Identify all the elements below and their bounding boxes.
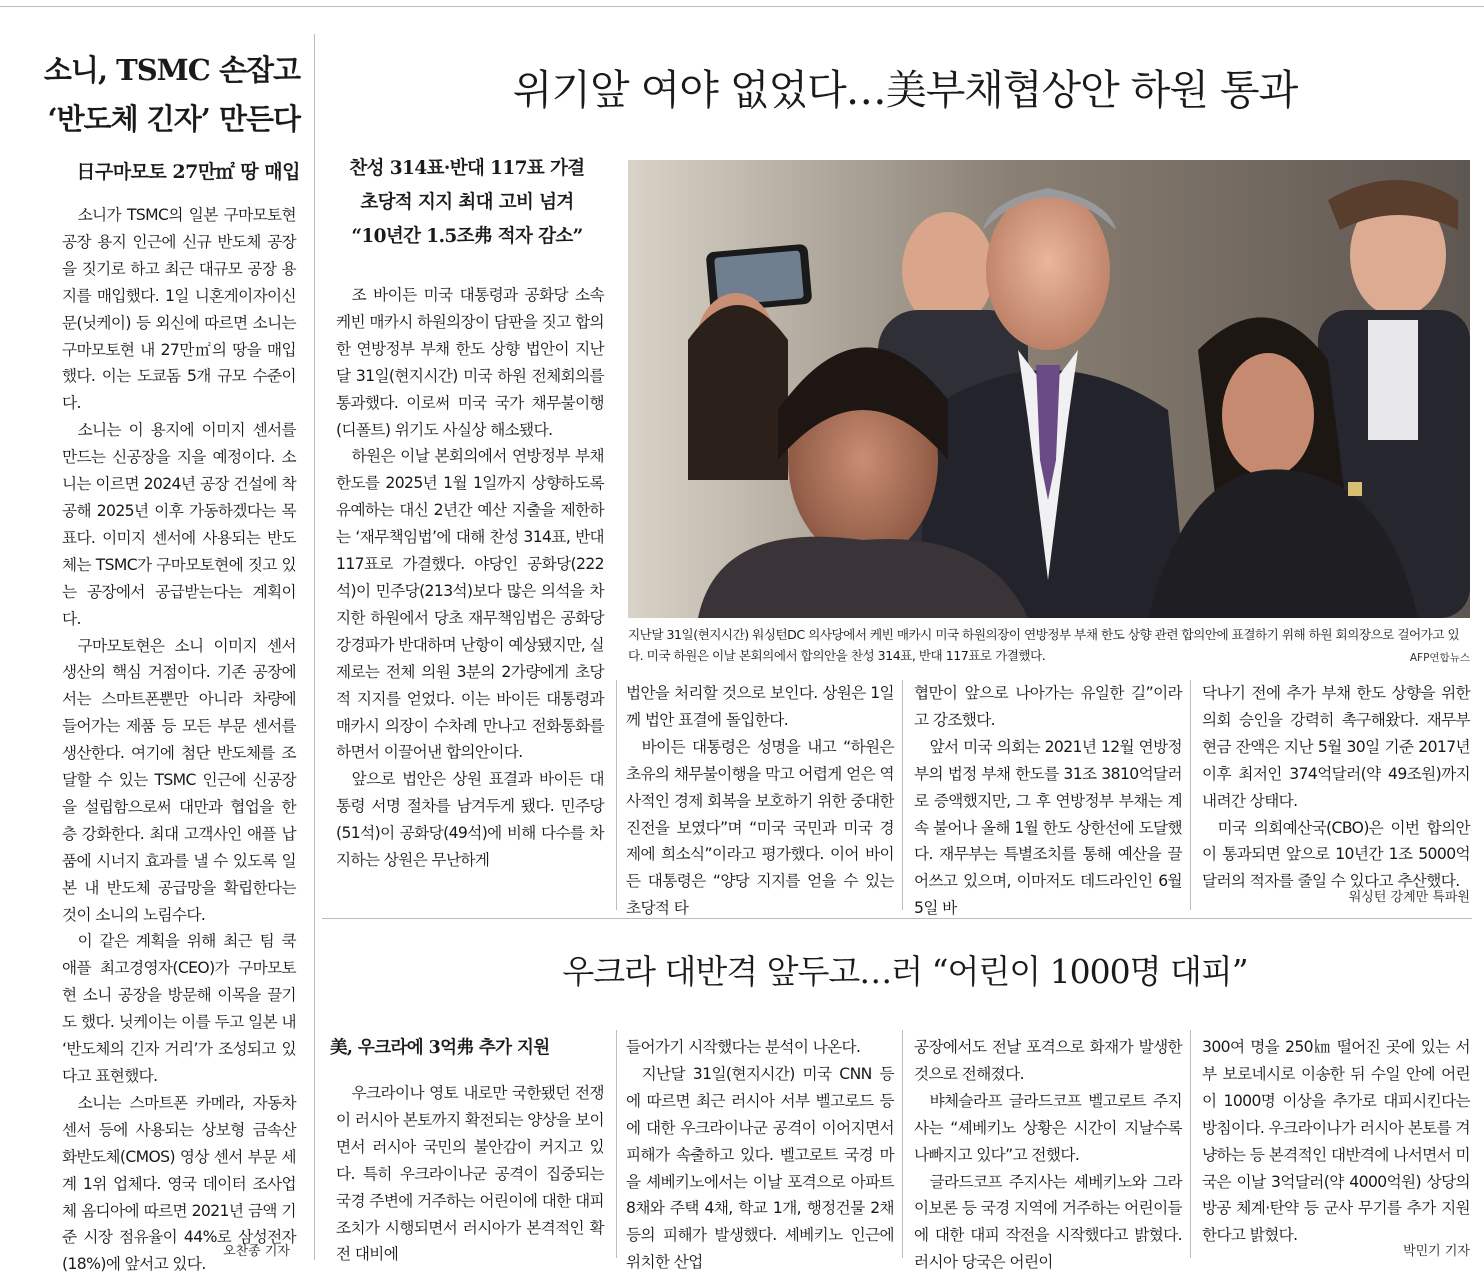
left-headline-line-1: 소니, TSMC 손잡고 <box>43 53 300 87</box>
left-paragraph: 구마모토현은 소니 이미지 센서 생산의 핵심 거점이다. 기존 공장에서는 스마트폰뿐만 아니라 차량에 들어가는 제품 등 모든 부문 센서를 생산한다. 여기에 첨단 반도체를 조달할 수 있는 TSMC 인근에 신공장을 설립함으로써 대만과 협업을 한층 강화한다. 최대 고객사인 애플 납품에 시너지 효과를 낼 수 있도록 일본 내 반도체 공급망을 확립한다는 것이 소니의 노림수다. <box>62 636 296 924</box>
second-column-1-text <box>336 1080 604 1268</box>
left-body <box>62 202 296 1278</box>
second-column-2 <box>626 1034 894 1276</box>
paragraph: 하원은 이날 본회의에서 연방정부 부채 한도를 2025년 1월 1일까지 상향하도록 유예하는 대신 2년간 예산 지출을 제한하는 ‘재무책임법’에 대해 찬성 314표, 반대 117표로 가결했다. 야당인 공화당(222석)이 민주당(213석)보다 많은 의석을 차지한 하원에서 당초 재무책임법은 공화당 강경파가 반대하며 난항이 예상됐지만, 실제로는 전체 의원 3분의 2가량에게 초당적 지지를 얻었다. 이는 바이든 대통령과 매카시 의장이 수차례 만나고 전화통화를 하면서 이끌어낸 합의안이다. <box>336 447 604 762</box>
deck-line: 초당적 지지 최대 고비 넘겨 <box>360 192 574 213</box>
section-divider <box>322 918 1472 919</box>
column-divider-left <box>314 34 315 1260</box>
col-divider-1 <box>616 680 617 910</box>
col-divider-2 <box>902 680 903 910</box>
paragraph: 미국 의회예산국(CBO)은 이번 합의안이 통과되면 앞으로 10년간 1조 5000억달러의 적자를 줄일 수 있다고 추산했다. <box>1202 818 1470 891</box>
top-column-2 <box>626 680 894 922</box>
left-subhead: 日구마모토 27만㎡ 땅 매입 <box>76 161 300 183</box>
second-column-4 <box>1202 1034 1470 1249</box>
paragraph: 조 바이든 미국 대통령과 공화당 소속 케빈 매카시 하원의장이 담판을 짓고 합의한 연방정부 부채 한도 상향 법안이 지난달 31일(현지시간) 미국 하원 전체회의를 통과했다. 이로써 미국 국가 채무불이행(디폴트) 위기도 사실상 해소됐다. <box>336 286 604 439</box>
col-divider-4 <box>616 1030 617 1258</box>
main-headline: 위기앞 여야 없었다…美부채협상안 하원 통과 <box>512 66 1298 114</box>
paragraph: 지난달 31일(현지시간) 미국 CNN 등에 따르면 최근 러시아 서부 벨고로드 등에 대한 우크라이나군 공격이 이어지면서 피해가 속출하고 있다. 벨고로트 국경 마을 셰베키노에서는 이날 포격으로 아파트 8채와 주택 4채, 학교 1개, 행정건물 2채 등의 피해가 발생했다. 셰베키노 인근에 위치한 산업 <box>626 1064 894 1272</box>
paragraph: 우크라이나 영토 내로만 국한됐던 전쟁이 러시아 본토까지 확전되는 양상을 보이면서 러시아 국민의 불안감이 커지고 있다. 특히 우크라이나군 공격이 집중되는 국경 주변에 거주하는 어린이에 대한 대피 조치가 시행되면서 러시아가 본격적인 확전 대비에 <box>336 1084 604 1264</box>
paragraph: 들어가기 시작했다는 분석이 나온다. <box>626 1038 861 1056</box>
paragraph: 글라드코프 주지사는 셰베키노와 그라이보론 등 국경 지역에 거주하는 어린이들에 대한 대피 작전을 시작했다고 밝혔다. 러시아 당국은 어린이 <box>914 1172 1182 1272</box>
col-divider-6 <box>1190 1030 1191 1258</box>
top-column-3 <box>914 680 1182 922</box>
paragraph: 앞으로 법안은 상원 표결과 바이든 대통령 서명 절차를 남겨두게 됐다. 민주당(51석)이 공화당(49석)에 비해 다수를 차지하는 상원은 무난하게 <box>336 770 604 870</box>
paragraph: 300여 명을 250㎞ 떨어진 곳에 있는 서부 보로네시로 이송한 뒤 수일 안에 어린이 1000명 이상을 추가로 대피시킨다는 방침이다. 우크라이나가 러시아 본토를 겨냥하는 등 본격적인 대반격에 나서면서 미국은 이날 3억달러(약 4000억원) 상당의 방공 체계·탄약 등 군사 무기를 추가 지원한다고 밝혔다. <box>1202 1038 1470 1245</box>
left-paragraph: 이 같은 계획을 위해 최근 팀 쿡 애플 최고경영자(CEO)가 구마모토현 소니 공장을 방문해 이목을 끌기도 했다. 닛케이는 이를 두고 일본 내 ‘반도체의 긴자 거리’가 조성되고 있다고 표현했다. <box>62 932 296 1085</box>
left-paragraph: 소니가 TSMC의 일본 구마모토현 공장 용지 인근에 신규 반도체 공장을 짓기로 하고 최근 대규모 공장 용지를 매입했다. 1일 니혼게이자이신문(닛케이) 등 외신에 따르면 소니는 구마모토현 내 27만㎡의 땅을 매입했다. 이는 도쿄돔 5개 규모 수준이다. <box>62 206 296 413</box>
paragraph: 바이든 대통령은 성명을 내고 “하원은 초유의 채무불이행을 막고 어렵게 얻은 역사적인 경제 회복을 보호하기 위한 중대한 진전을 보였다”며 “미국 국민과 미국 경제에 희소식”이라고 평가했다. 이어 바이든 대통령은 “양당 지지를 얻을 수 있는 초당적 타 <box>626 737 894 918</box>
second-column-1 <box>336 1080 604 1268</box>
second-deck: 美, 우크라에 3억弗 추가 지원 <box>330 1038 550 1058</box>
deck-line: 찬성 314표·반대 117표 가결 <box>349 158 585 179</box>
left-headline-line-2: ‘반도체 긴자’ 만든다 <box>47 102 300 136</box>
second-headline: 우크라 대반격 앞두고…러 “어린이 1000명 대피” <box>562 952 1248 991</box>
left-headline <box>30 46 300 144</box>
news-photo <box>628 160 1470 618</box>
photo-credit: AFP연합뉴스 <box>1409 652 1470 664</box>
col-divider-5 <box>902 1030 903 1258</box>
second-column-4-text <box>1202 1034 1470 1249</box>
deck-line: “10년간 1.5조弗 적자 감소” <box>351 226 583 247</box>
second-column-3 <box>914 1034 1182 1276</box>
top-column-4-text <box>1202 680 1470 895</box>
top-column-2-text <box>626 680 894 922</box>
top-column-3-text <box>914 680 1182 922</box>
second-column-3-text <box>914 1034 1182 1276</box>
paragraph: 뱌체슬라프 글라드코프 벨고로트 주지사는 “셰베키노 상황은 시간이 지날수록 나빠지고 있다”고 전했다. <box>914 1091 1182 1164</box>
paragraph: 닥나기 전에 추가 부채 한도 상향을 위한 의회 승인을 강력히 촉구해왔다. 재무부 현금 잔액은 지난 5월 30일 기준 2017년 이후 최저인 374억달러(약 49조원)까지 내려간 상태다. <box>1202 684 1470 810</box>
paragraph: 협만이 앞으로 나아가는 유일한 길”이라고 강조했다. <box>914 684 1182 729</box>
second-byline: 박민기 기자 <box>1403 1244 1470 1259</box>
paragraph: 앞서 미국 의회는 2021년 12월 연방정부의 법정 부채 한도를 31조 3810억달러로 증액했지만, 그 후 연방정부 부채는 계속 불어나 올해 1월 한도 상한선에 도달했다. 재무부는 특별조치를 통해 예산을 끌어쓰고 있으며, 이마저도 데드라인인 6월 5일 바 <box>914 737 1182 918</box>
main-decks <box>322 152 612 254</box>
top-byline: 워싱턴 강계만 특파원 <box>1348 890 1470 905</box>
left-paragraph: 소니는 스마트폰 카메라, 자동차 센서 등에 사용되는 상보형 금속산화반도체(CMOS) 영상 센서 부문 세계 1위 업체다. 영국 데이터 조사업체 옴디아에 따르면 2021년 금액 기준 시장 점유율이 44%로 삼성전자(18%)에 앞서고 있다. <box>62 1093 296 1274</box>
top-column-4 <box>1202 680 1470 895</box>
top-column-1 <box>336 282 604 874</box>
left-byline: 오찬종 기자 <box>223 1244 290 1259</box>
second-column-2-text <box>626 1034 894 1276</box>
paragraph: 공장에서도 전날 포격으로 화재가 발생한 것으로 전해졌다. <box>914 1038 1182 1083</box>
left-paragraph: 소니는 이 용지에 이미지 센서를 만드는 신공장을 지을 예정이다. 소니는 이르면 2024년 공장 건설에 착공해 2025년 이후 가동하겠다는 목표다. 이미지 센서에 사용되는 반도체는 TSMC가 구마모토현에 짓고 있는 공장에서 공급받는다는 계획이다. <box>62 421 296 628</box>
top-rule <box>0 6 1484 7</box>
top-column-1-text <box>336 282 604 874</box>
paragraph: 법안을 처리할 것으로 보인다. 상원은 1일께 법안 표결에 돌입한다. <box>626 684 894 729</box>
col-divider-3 <box>1190 680 1191 910</box>
photo-caption: 지난달 31일(현지시간) 워싱턴DC 의사당에서 케빈 매카시 미국 하원의장이 연방정부 부채 한도 상향 관련 합의안에 표결하기 위해 하원 회의장으로 걸어가고 있다. 미국 하원은 이날 본회의에서 합의안을 찬성 314표, 반대 117표로 가결했다. <box>628 627 1460 663</box>
